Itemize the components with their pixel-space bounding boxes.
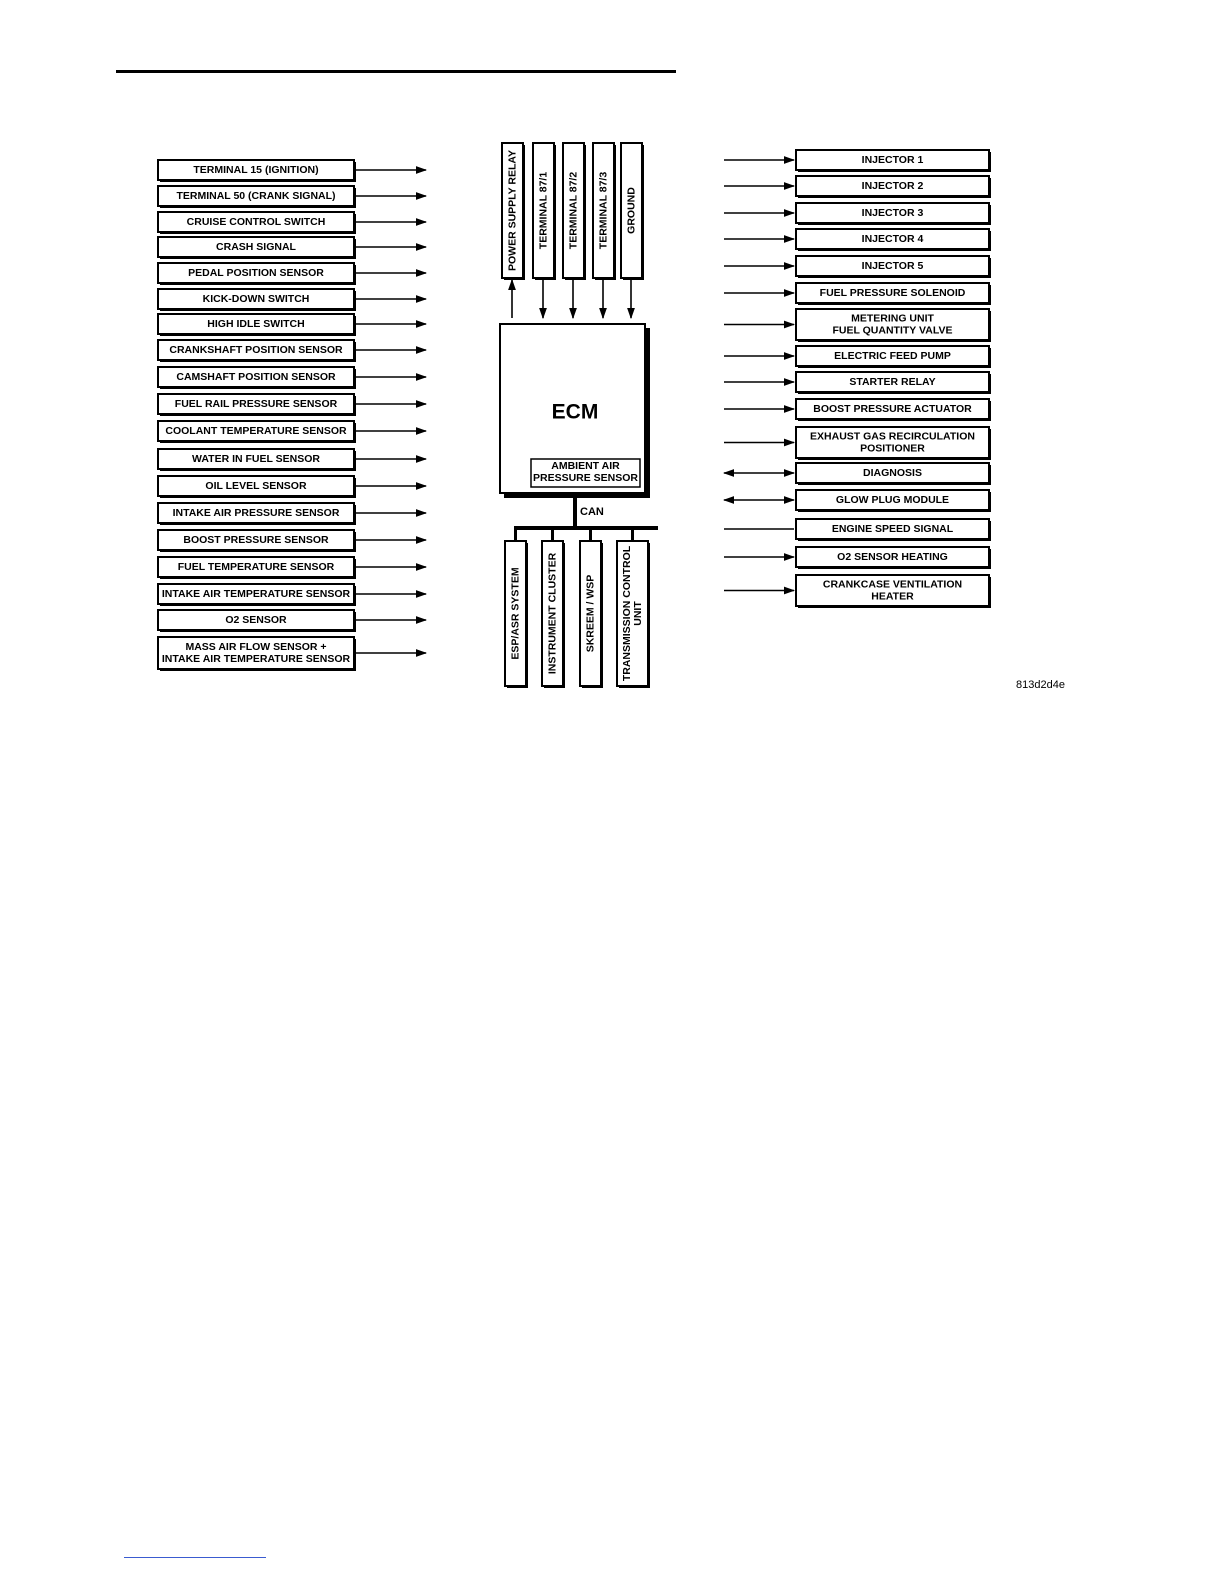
- output-label: EXHAUST GAS RECIRCULATION: [810, 430, 975, 443]
- output-signals: [724, 150, 991, 608]
- output-label: GLOW PLUG MODULE: [835, 494, 950, 506]
- can-node-label: INSTRUMENT CLUSTER: [546, 552, 559, 675]
- input-label: BOOST PRESSURE SENSOR: [183, 534, 329, 546]
- output-label: STARTER RELAY: [849, 376, 936, 388]
- top-connection-label: GROUND: [625, 187, 638, 234]
- can-nodes: [505, 528, 650, 688]
- output-label: FUEL QUANTITY VALVE: [832, 324, 953, 337]
- output-label: INJECTOR 2: [861, 180, 924, 192]
- output-label: O2 SENSOR HEATING: [837, 551, 948, 563]
- figure-id: 813d2d4e: [1016, 679, 1065, 691]
- input-label: PEDAL POSITION SENSOR: [188, 267, 324, 279]
- input-label: KICK-DOWN SWITCH: [202, 293, 310, 305]
- output-label: METERING UNIT: [851, 312, 934, 325]
- input-label: MASS AIR FLOW SENSOR +: [185, 641, 327, 653]
- input-label: WATER IN FUEL SENSOR: [192, 453, 320, 465]
- top-connection-label: POWER SUPPLY RELAY: [506, 150, 519, 271]
- input-label: TERMINAL 50 (CRANK SIGNAL): [176, 190, 336, 202]
- input-label: CRUISE CONTROL SWITCH: [186, 216, 326, 228]
- power-connections: [502, 143, 644, 318]
- input-label: FUEL RAIL PRESSURE SENSOR: [174, 398, 338, 410]
- input-label: O2 SENSOR: [225, 614, 287, 626]
- input-label: TERMINAL 15 (IGNITION): [193, 164, 319, 176]
- input-label: CRANKSHAFT POSITION SENSOR: [169, 344, 343, 356]
- output-label: BOOST PRESSURE ACTUATOR: [813, 403, 972, 415]
- ambient-air-label-line-1: AMBIENT AIR: [551, 460, 620, 472]
- can-bus: [514, 493, 658, 528]
- input-signals: [158, 160, 426, 671]
- top-connection-label: TERMINAL 87/1: [537, 171, 550, 250]
- input-label: HIGH IDLE SWITCH: [207, 318, 305, 330]
- top-connection-label: TERMINAL 87/2: [567, 171, 580, 250]
- ambient-air-label-line-2: PRESSURE SENSOR: [532, 472, 639, 484]
- output-label: INJECTOR 3: [861, 207, 924, 219]
- input-label: OIL LEVEL SENSOR: [205, 480, 307, 492]
- input-label: INTAKE AIR TEMPERATURE SENSOR: [161, 653, 351, 665]
- output-label: FUEL PRESSURE SOLENOID: [819, 287, 966, 299]
- footer-link-underline: [124, 1557, 266, 1558]
- output-label: CRANKCASE VENTILATION: [822, 578, 963, 591]
- input-label: INTAKE AIR TEMPERATURE SENSOR: [161, 588, 351, 600]
- input-label: INTAKE AIR PRESSURE SENSOR: [172, 507, 340, 519]
- top-connection-label: TERMINAL 87/3: [597, 171, 610, 250]
- output-label: INJECTOR 4: [861, 233, 924, 245]
- output-label: INJECTOR 1: [861, 154, 924, 166]
- output-label: POSITIONER: [860, 442, 925, 455]
- can-node-label: ESP/ASR SYSTEM: [509, 567, 522, 660]
- input-label: CRASH SIGNAL: [216, 241, 296, 253]
- can-node-label: SKREEM / WSP: [584, 574, 597, 653]
- can-node-label: UNIT: [632, 601, 644, 626]
- ecm-title: ECM: [551, 400, 599, 424]
- output-label: ENGINE SPEED SIGNAL: [831, 523, 954, 535]
- ecm-module: [500, 324, 650, 498]
- can-node-label: TRANSMISSION CONTROL: [621, 545, 633, 682]
- input-label: COOLANT TEMPERATURE SENSOR: [165, 425, 347, 437]
- output-label: ELECTRIC FEED PUMP: [834, 350, 951, 362]
- input-label: FUEL TEMPERATURE SENSOR: [177, 561, 335, 573]
- output-label: DIAGNOSIS: [863, 467, 922, 479]
- output-label: HEATER: [871, 590, 914, 603]
- input-label: CAMSHAFT POSITION SENSOR: [176, 371, 336, 383]
- ecm-block-diagram: [0, 0, 1224, 720]
- can-label: CAN: [580, 506, 604, 518]
- output-label: INJECTOR 5: [861, 260, 924, 272]
